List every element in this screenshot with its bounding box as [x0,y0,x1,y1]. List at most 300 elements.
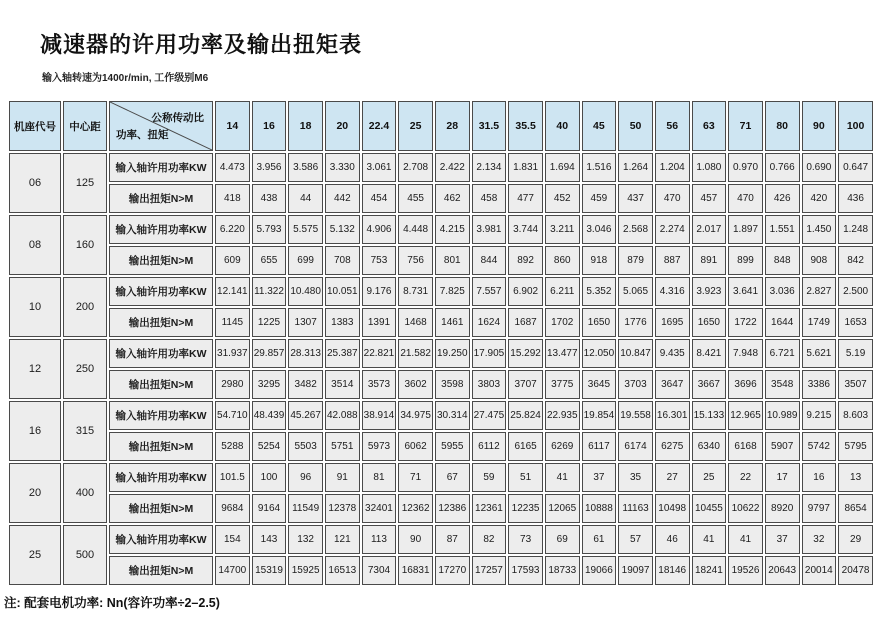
block-row-power [9,463,873,492]
torque-value-cell: 12362 [398,494,433,523]
torque-value-cell: 7304 [362,556,397,585]
torque-value-cell: 801 [435,246,470,275]
header-nominal-ratio-label: 公称传动比 [151,112,204,124]
torque-value-cell: 1653 [838,308,873,337]
torque-value-cell: 6275 [655,432,690,461]
power-value-cell: 3.061 [362,153,397,182]
power-value-cell: 4.906 [362,215,397,244]
row-label-input-power: 输入轴许用功率KW [109,525,213,554]
torque-value-cell: 3507 [838,370,873,399]
torque-value-cell: 20014 [802,556,837,585]
block-row-torque [9,370,873,399]
header-center-distance: 中心距 [63,101,107,151]
power-value-cell: 3.641 [728,277,763,306]
power-value-cell: 9.435 [655,339,690,368]
power-value-cell: 113 [362,525,397,554]
torque-value-cell: 15319 [252,556,287,585]
power-value-cell: 1.516 [582,153,617,182]
frame-code-cell: 20 [9,463,61,523]
power-value-cell: 2.568 [618,215,653,244]
block-row-power [9,215,873,244]
block-row-power [9,525,873,554]
header-ratio: 14 [215,101,250,151]
header-ratio: 45 [582,101,617,151]
power-value-cell: 132 [288,525,323,554]
power-value-cell: 69 [545,525,580,554]
torque-value-cell: 3703 [618,370,653,399]
power-value-cell: 82 [472,525,507,554]
power-value-cell: 8.731 [398,277,433,306]
power-value-cell: 4.473 [215,153,250,182]
center-distance-cell: 160 [63,215,107,275]
block-row-torque [9,246,873,275]
torque-value-cell: 470 [728,184,763,213]
center-distance-cell: 125 [63,153,107,213]
torque-value-cell: 5955 [435,432,470,461]
header-ratio: 18 [288,101,323,151]
power-value-cell: 5.065 [618,277,653,306]
torque-value-cell: 5503 [288,432,323,461]
power-value-cell: 1.080 [692,153,727,182]
power-value-cell: 1.450 [802,215,837,244]
row-label-output-torque: 输出扭矩N>M [109,556,213,585]
torque-value-cell: 11549 [288,494,323,523]
power-value-cell: 96 [288,463,323,492]
torque-value-cell: 879 [618,246,653,275]
power-value-cell: 57 [618,525,653,554]
center-distance-cell: 500 [63,525,107,585]
power-value-cell: 1.551 [765,215,800,244]
power-value-cell: 51 [508,463,543,492]
center-distance-cell: 250 [63,339,107,399]
torque-value-cell: 6269 [545,432,580,461]
torque-value-cell: 5288 [215,432,250,461]
frame-code-cell: 10 [9,277,61,337]
frame-code-cell: 25 [9,525,61,585]
torque-value-cell: 1225 [252,308,287,337]
power-value-cell: 1.264 [618,153,653,182]
torque-value-cell: 5907 [765,432,800,461]
row-label-output-torque: 输出扭矩N>M [109,370,213,399]
power-value-cell: 22.935 [545,401,580,430]
torque-value-cell: 16831 [398,556,433,585]
torque-value-cell: 3667 [692,370,727,399]
row-label-input-power: 输入轴许用功率KW [109,153,213,182]
torque-value-cell: 3598 [435,370,470,399]
torque-value-cell: 1702 [545,308,580,337]
header-ratio: 90 [802,101,837,151]
power-value-cell: 5.132 [325,215,360,244]
power-value-cell: 3.586 [288,153,323,182]
block-row-torque [9,308,873,337]
torque-value-cell: 9164 [252,494,287,523]
power-value-cell: 27 [655,463,690,492]
row-label-input-power: 输入轴许用功率KW [109,215,213,244]
torque-value-cell: 442 [325,184,360,213]
power-value-cell: 37 [582,463,617,492]
torque-value-cell: 1722 [728,308,763,337]
torque-value-cell: 753 [362,246,397,275]
torque-value-cell: 11163 [618,494,653,523]
power-value-cell: 54.710 [215,401,250,430]
torque-value-cell: 418 [215,184,250,213]
torque-value-cell: 1749 [802,308,837,337]
power-value-cell: 3.923 [692,277,727,306]
table-header-row [9,101,873,151]
header-ratio: 100 [838,101,873,151]
power-value-cell: 41 [692,525,727,554]
block-row-power [9,401,873,430]
power-value-cell: 71 [398,463,433,492]
torque-value-cell: 3803 [472,370,507,399]
row-label-output-torque: 输出扭矩N>M [109,184,213,213]
power-value-cell: 21.582 [398,339,433,368]
torque-value-cell: 708 [325,246,360,275]
block-row-power [9,153,873,182]
header-ratio: 50 [618,101,653,151]
torque-value-cell: 1687 [508,308,543,337]
power-value-cell: 12.965 [728,401,763,430]
row-label-input-power: 输入轴许用功率KW [109,463,213,492]
power-value-cell: 9.215 [802,401,837,430]
torque-value-cell: 19066 [582,556,617,585]
center-distance-cell: 315 [63,401,107,461]
power-value-cell: 19.558 [618,401,653,430]
header-ratio: 63 [692,101,727,151]
power-value-cell: 37 [765,525,800,554]
torque-value-cell: 420 [802,184,837,213]
torque-value-cell: 3645 [582,370,617,399]
header-ratio: 22.4 [362,101,397,151]
power-value-cell: 25.387 [325,339,360,368]
torque-value-cell: 6340 [692,432,727,461]
power-value-cell: 0.647 [838,153,873,182]
power-value-cell: 41 [728,525,763,554]
power-torque-table [7,99,875,587]
power-value-cell: 6.902 [508,277,543,306]
row-label-output-torque: 输出扭矩N>M [109,432,213,461]
torque-value-cell: 5751 [325,432,360,461]
torque-value-cell: 891 [692,246,727,275]
torque-value-cell: 12065 [545,494,580,523]
torque-value-cell: 19526 [728,556,763,585]
power-value-cell: 81 [362,463,397,492]
torque-value-cell: 848 [765,246,800,275]
power-value-cell: 59 [472,463,507,492]
torque-value-cell: 5795 [838,432,873,461]
header-ratio: 40 [545,101,580,151]
header-frame-code: 机座代号 [9,101,61,151]
power-value-cell: 0.970 [728,153,763,182]
power-value-cell: 32 [802,525,837,554]
power-value-cell: 38.914 [362,401,397,430]
torque-value-cell: 455 [398,184,433,213]
torque-value-cell: 20478 [838,556,873,585]
power-value-cell: 12.050 [582,339,617,368]
torque-value-cell: 12386 [435,494,470,523]
power-value-cell: 1.204 [655,153,690,182]
torque-value-cell: 454 [362,184,397,213]
power-value-cell: 91 [325,463,360,492]
torque-value-cell: 918 [582,246,617,275]
power-value-cell: 28.313 [288,339,323,368]
page-title: 减速器的许用功率及输出扭矩表 [40,32,363,57]
torque-value-cell: 6168 [728,432,763,461]
block-row-torque [9,432,873,461]
power-value-cell: 29.857 [252,339,287,368]
power-value-cell: 46 [655,525,690,554]
power-value-cell: 17.905 [472,339,507,368]
power-value-cell: 2.017 [692,215,727,244]
frame-code-cell: 12 [9,339,61,399]
torque-value-cell: 5742 [802,432,837,461]
header-power-torque-label: 功率、扭矩 [116,129,169,141]
torque-value-cell: 19097 [618,556,653,585]
torque-value-cell: 436 [838,184,873,213]
power-value-cell: 7.557 [472,277,507,306]
torque-value-cell: 1145 [215,308,250,337]
torque-value-cell: 3386 [802,370,837,399]
power-value-cell: 31.937 [215,339,250,368]
torque-value-cell: 17593 [508,556,543,585]
torque-value-cell: 14700 [215,556,250,585]
header-ratio: 71 [728,101,763,151]
power-value-cell: 1.831 [508,153,543,182]
torque-value-cell: 9797 [802,494,837,523]
row-label-input-power: 输入轴许用功率KW [109,277,213,306]
center-distance-cell: 200 [63,277,107,337]
torque-value-cell: 10622 [728,494,763,523]
power-value-cell: 90 [398,525,433,554]
power-value-cell: 13.477 [545,339,580,368]
row-label-output-torque: 输出扭矩N>M [109,494,213,523]
power-value-cell: 16.301 [655,401,690,430]
header-ratio: 35.5 [508,101,543,151]
power-value-cell: 12.141 [215,277,250,306]
power-value-cell: 34.975 [398,401,433,430]
torque-value-cell: 3573 [362,370,397,399]
torque-value-cell: 1650 [692,308,727,337]
torque-value-cell: 15925 [288,556,323,585]
power-value-cell: 3.981 [472,215,507,244]
power-value-cell: 29 [838,525,873,554]
torque-value-cell: 887 [655,246,690,275]
torque-value-cell: 459 [582,184,617,213]
power-value-cell: 15.292 [508,339,543,368]
torque-value-cell: 18146 [655,556,690,585]
torque-value-cell: 1307 [288,308,323,337]
power-value-cell: 25.824 [508,401,543,430]
power-value-cell: 1.248 [838,215,873,244]
power-value-cell: 5.575 [288,215,323,244]
power-value-cell: 6.211 [545,277,580,306]
block-row-torque [9,494,873,523]
torque-value-cell: 8920 [765,494,800,523]
torque-value-cell: 1383 [325,308,360,337]
torque-value-cell: 1624 [472,308,507,337]
torque-value-cell: 10498 [655,494,690,523]
power-value-cell: 2.134 [472,153,507,182]
power-value-cell: 2.500 [838,277,873,306]
torque-value-cell: 6112 [472,432,507,461]
torque-value-cell: 12378 [325,494,360,523]
torque-value-cell: 426 [765,184,800,213]
power-value-cell: 35 [618,463,653,492]
power-value-cell: 4.316 [655,277,690,306]
torque-value-cell: 6117 [582,432,617,461]
torque-value-cell: 1391 [362,308,397,337]
power-value-cell: 1.897 [728,215,763,244]
torque-value-cell: 1695 [655,308,690,337]
row-label-input-power: 输入轴许用功率KW [109,401,213,430]
power-value-cell: 22.821 [362,339,397,368]
torque-value-cell: 462 [435,184,470,213]
power-value-cell: 2.274 [655,215,690,244]
power-value-cell: 4.215 [435,215,470,244]
power-value-cell: 42.088 [325,401,360,430]
power-value-cell: 7.825 [435,277,470,306]
torque-value-cell: 470 [655,184,690,213]
power-value-cell: 41 [545,463,580,492]
power-value-cell: 100 [252,463,287,492]
power-value-cell: 10.847 [618,339,653,368]
torque-value-cell: 477 [508,184,543,213]
header-ratio: 20 [325,101,360,151]
torque-value-cell: 458 [472,184,507,213]
power-value-cell: 10.989 [765,401,800,430]
frame-code-cell: 08 [9,215,61,275]
power-value-cell: 3.211 [545,215,580,244]
power-value-cell: 2.827 [802,277,837,306]
power-value-cell: 5.352 [582,277,617,306]
power-value-cell: 61 [582,525,617,554]
power-value-cell: 3.330 [325,153,360,182]
power-value-cell: 11.322 [252,277,287,306]
torque-value-cell: 5973 [362,432,397,461]
torque-value-cell: 3602 [398,370,433,399]
power-value-cell: 48.439 [252,401,287,430]
power-value-cell: 27.475 [472,401,507,430]
torque-value-cell: 1644 [765,308,800,337]
power-value-cell: 8.421 [692,339,727,368]
torque-value-cell: 12235 [508,494,543,523]
torque-value-cell: 437 [618,184,653,213]
torque-value-cell: 609 [215,246,250,275]
power-value-cell: 9.176 [362,277,397,306]
power-value-cell: 19.250 [435,339,470,368]
torque-value-cell: 44 [288,184,323,213]
torque-value-cell: 18241 [692,556,727,585]
power-value-cell: 25 [692,463,727,492]
power-value-cell: 1.694 [545,153,580,182]
torque-value-cell: 457 [692,184,727,213]
power-value-cell: 3.956 [252,153,287,182]
torque-value-cell: 1468 [398,308,433,337]
torque-value-cell: 844 [472,246,507,275]
torque-value-cell: 18733 [545,556,580,585]
torque-value-cell: 12361 [472,494,507,523]
torque-value-cell: 842 [838,246,873,275]
torque-value-cell: 17257 [472,556,507,585]
frame-code-cell: 16 [9,401,61,461]
torque-value-cell: 10455 [692,494,727,523]
torque-value-cell: 16513 [325,556,360,585]
frame-code-cell: 06 [9,153,61,213]
power-value-cell: 6.220 [215,215,250,244]
power-value-cell: 154 [215,525,250,554]
power-value-cell: 0.690 [802,153,837,182]
header-ratio: 28 [435,101,470,151]
power-value-cell: 101.5 [215,463,250,492]
torque-value-cell: 3707 [508,370,543,399]
power-value-cell: 22 [728,463,763,492]
torque-value-cell: 20643 [765,556,800,585]
torque-value-cell: 3647 [655,370,690,399]
torque-value-cell: 17270 [435,556,470,585]
block-row-power [9,339,873,368]
power-value-cell: 7.948 [728,339,763,368]
torque-value-cell: 756 [398,246,433,275]
power-value-cell: 0.766 [765,153,800,182]
power-value-cell: 16 [802,463,837,492]
power-value-cell: 10.480 [288,277,323,306]
header-ratio: 80 [765,101,800,151]
torque-value-cell: 6062 [398,432,433,461]
row-label-output-torque: 输出扭矩N>M [109,308,213,337]
power-value-cell: 3.744 [508,215,543,244]
torque-value-cell: 438 [252,184,287,213]
torque-value-cell: 699 [288,246,323,275]
torque-value-cell: 6165 [508,432,543,461]
power-value-cell: 67 [435,463,470,492]
power-value-cell: 5.793 [252,215,287,244]
torque-value-cell: 32401 [362,494,397,523]
header-ratio: 16 [252,101,287,151]
torque-value-cell: 1776 [618,308,653,337]
row-label-output-torque: 输出扭矩N>M [109,246,213,275]
power-value-cell: 2.708 [398,153,433,182]
page-subtitle: 输入轴转速为1400r/min, 工作级别M6 [42,73,209,84]
torque-value-cell: 9684 [215,494,250,523]
torque-value-cell: 3696 [728,370,763,399]
block-row-torque [9,184,873,213]
power-value-cell: 17 [765,463,800,492]
center-distance-cell: 400 [63,463,107,523]
row-label-input-power: 输入轴许用功率KW [109,339,213,368]
torque-value-cell: 908 [802,246,837,275]
torque-value-cell: 452 [545,184,580,213]
power-value-cell: 10.051 [325,277,360,306]
power-value-cell: 121 [325,525,360,554]
power-value-cell: 45.267 [288,401,323,430]
power-value-cell: 13 [838,463,873,492]
power-value-cell: 87 [435,525,470,554]
torque-value-cell: 1650 [582,308,617,337]
torque-value-cell: 6174 [618,432,653,461]
header-ratio: 31.5 [472,101,507,151]
torque-value-cell: 2980 [215,370,250,399]
torque-value-cell: 3775 [545,370,580,399]
torque-value-cell: 10888 [582,494,617,523]
power-value-cell: 19.854 [582,401,617,430]
power-value-cell: 143 [252,525,287,554]
power-value-cell: 5.621 [802,339,837,368]
torque-value-cell: 3548 [765,370,800,399]
torque-value-cell: 3514 [325,370,360,399]
header-ratio: 56 [655,101,690,151]
power-value-cell: 6.721 [765,339,800,368]
power-value-cell: 15.133 [692,401,727,430]
